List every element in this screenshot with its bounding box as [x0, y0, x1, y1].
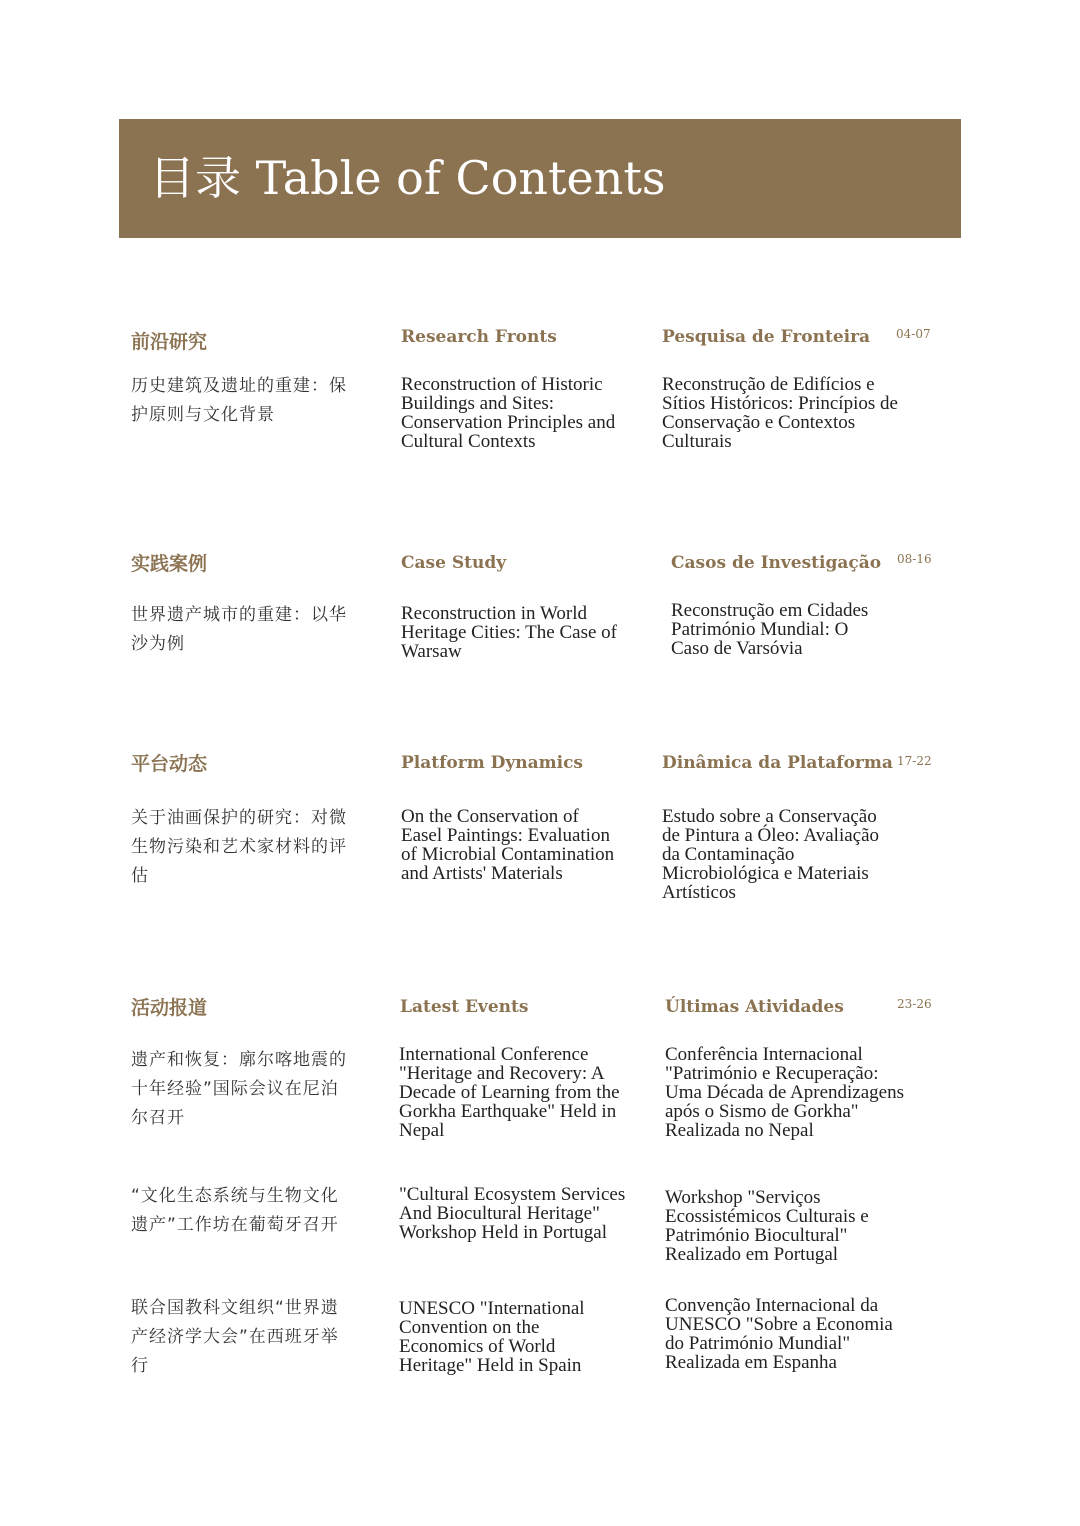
entry-title-zh[interactable]: “文化生态系统与生物文化遗产”工作坊在葡萄牙召开 [131, 1186, 339, 1235]
page-range[interactable]: 04-07 [896, 327, 931, 341]
entry-title-pt[interactable]: Conferência Internacional "Património e Recuperação: Uma Década de Aprendizagens após o Sismo de Gorkha" Realizada no Nepal [665, 1044, 904, 1141]
entry-title-en[interactable]: Reconstruction of Historic Buildings and Sites: Conservation Principles and Cultural Contexts [401, 374, 616, 452]
entry-title-zh[interactable]: 世界遗产城市的重建：以华沙为例 [131, 605, 347, 654]
entry-title-en[interactable]: UNESCO "International Convention on the Economics of World Heritage" Held in Spain [399, 1298, 585, 1376]
section-heading-en: Case Study [401, 553, 507, 573]
section-heading-pt: Últimas Atividades [665, 997, 844, 1017]
page-range[interactable]: 17-22 [897, 754, 932, 768]
section-heading-zh: 平台动态 [131, 753, 208, 775]
entry-title-pt[interactable]: Estudo sobre a Conservação de Pintura a Óleo: Avaliação da Contaminação Microbiológica e Materiais Artísticos [662, 806, 880, 903]
entry-title-en[interactable]: On the Conservation of Easel Paintings: Evaluation of Microbial Contamination and Artists' Materials [401, 806, 615, 884]
section-heading-zh: 前沿研究 [131, 331, 208, 353]
entry-title-zh[interactable]: 关于油画保护的研究：对微生物污染和艺术家材料的评估 [131, 808, 347, 886]
section-heading-zh: 实践案例 [131, 553, 208, 575]
entry-title-en[interactable]: Reconstruction in World Heritage Cities: The Case of Warsaw [401, 603, 617, 662]
section-heading-pt: Pesquisa de Fronteira [662, 327, 871, 347]
entry-title-pt[interactable]: Reconstrução de Edifícios e Sítios Históricos: Princípios de Conservação e Contextos Culturais [662, 374, 898, 452]
section-heading-en: Platform Dynamics [401, 753, 583, 773]
entry-title-en[interactable]: "Cultural Ecosystem Services And Biocultural Heritage" Workshop Held in Portugal [399, 1184, 626, 1243]
entry-title-zh[interactable]: 遗产和恢复：廓尔喀地震的十年经验”国际会议在尼泊尔召开 [131, 1050, 347, 1128]
section-heading-en: Research Fronts [401, 327, 557, 347]
section-heading-zh: 活动报道 [131, 997, 208, 1019]
page-title: 目录 Table of Contents [149, 151, 666, 205]
entry-title-zh[interactable]: 历史建筑及遗址的重建：保护原则与文化背景 [131, 376, 347, 425]
entry-title-zh[interactable]: 联合国教科文组织“世界遗产经济学大会”在西班牙举行 [131, 1298, 339, 1376]
section-heading-en: Latest Events [400, 997, 529, 1017]
section-heading-pt: Casos de Investigação [671, 553, 882, 573]
entry-title-pt[interactable]: Workshop "Serviços Ecossistémicos Culturais e Património Biocultural" Realizado em Portugal [665, 1187, 869, 1265]
entry-title-pt[interactable]: Reconstrução em Cidades Património Mundial: O Caso de Varsóvia [671, 600, 869, 659]
entry-title-pt[interactable]: Convenção Internacional da UNESCO "Sobre a Economia do Património Mundial" Realizada em Espanha [665, 1295, 893, 1373]
page-range[interactable]: 23-26 [897, 997, 932, 1011]
page-range[interactable]: 08-16 [897, 552, 932, 566]
header-banner [119, 119, 961, 238]
section-heading-pt: Dinâmica da Plataforma [662, 753, 893, 773]
entry-title-en[interactable]: International Conference "Heritage and Recovery: A Decade of Learning from the Gorkha Earthquake" Held in Nepal [399, 1044, 620, 1141]
